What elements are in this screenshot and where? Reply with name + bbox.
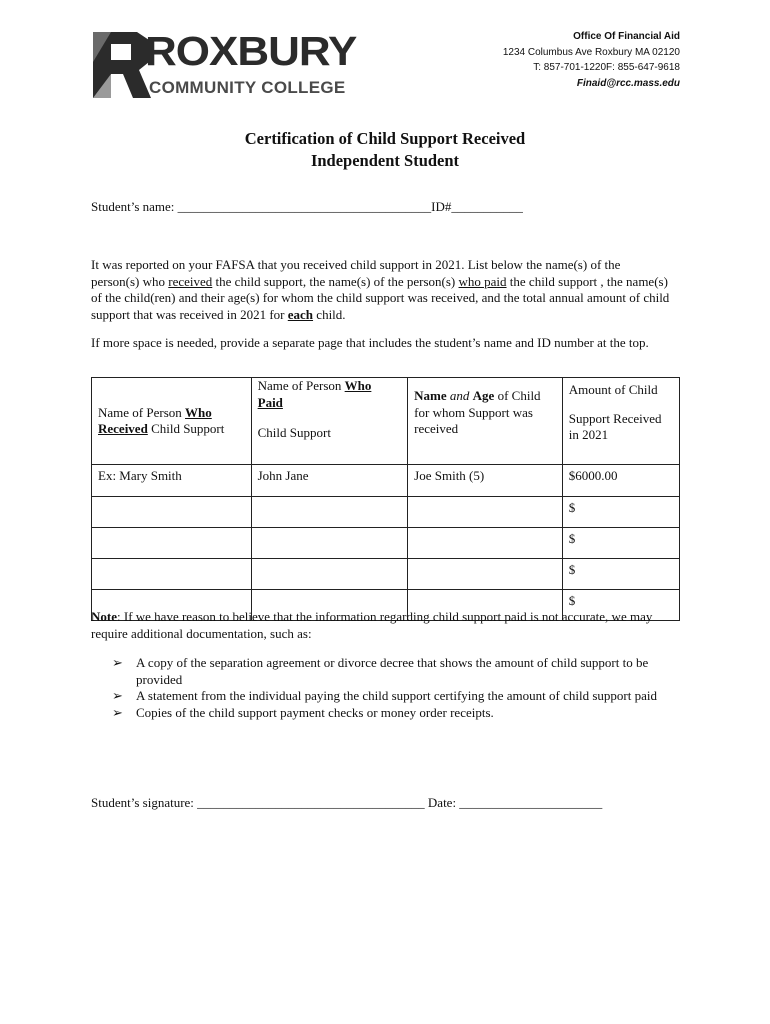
list-item-text: Copies of the child support payment checks or money order receipts. <box>136 704 494 720</box>
table-cell: John Jane <box>251 465 408 497</box>
list-item <box>108 705 673 722</box>
student-name-id-field[interactable]: Student’s name: _______________________________________ID#___________ <box>91 199 523 214</box>
college-logo <box>93 29 357 100</box>
intro-each: each <box>287 306 314 322</box>
arrow-bullet-icon: ➢ <box>112 688 123 703</box>
office-title: Office Of Financial Aid <box>573 31 680 42</box>
table-cell-input[interactable]: $ <box>562 590 679 621</box>
intro-who-paid: who paid <box>458 273 507 289</box>
intro-text-3: the child support , the name(s) of the child(ren) and their age(s) for whom the child support was received, and the total annual amount of child support that was received in 2021 for <box>91 273 670 322</box>
table-row[interactable] <box>92 528 680 559</box>
child-support-table <box>91 377 680 621</box>
document-title <box>0 128 770 172</box>
header-text: Amount of Child <box>568 382 658 397</box>
header-cell-received-by <box>92 378 252 465</box>
table-cell-input[interactable]: $ <box>562 528 679 559</box>
table-cell-input[interactable] <box>92 528 252 559</box>
arrow-bullet-icon: ➢ <box>112 704 123 720</box>
table-row[interactable] <box>92 559 680 590</box>
table-cell-input[interactable] <box>251 528 408 559</box>
table-cell: Joe Smith (5) <box>408 465 563 497</box>
list-item <box>108 688 673 705</box>
list-item <box>108 655 673 688</box>
note-label: Note <box>91 609 117 624</box>
table-cell-input[interactable] <box>408 497 563 528</box>
arrow-bullet-icon: ➢ <box>112 655 123 670</box>
table-row-example <box>92 465 680 497</box>
intro-text-1: It was reported on your FAFSA that you received child support in 2021. List below the name(s) of the person(s) who <box>91 257 621 289</box>
table-header-row <box>92 378 680 465</box>
header-who: Who <box>185 404 212 420</box>
table-cell-input[interactable] <box>92 559 252 590</box>
office-address: 1234 Columbus Ave Roxbury MA 02120 <box>502 46 680 58</box>
intro-text-2: the child support, the name(s) of the person(s) <box>212 273 459 289</box>
intro-received: received <box>168 273 213 289</box>
table-cell-input[interactable] <box>251 497 408 528</box>
signature-date-field[interactable]: Student’s signature: ___________________________________ Date: ______________________ <box>91 795 603 810</box>
office-contact-block <box>503 29 680 91</box>
note-paragraph <box>91 609 671 642</box>
header-name: Name <box>414 388 447 403</box>
logo-r-mark-icon <box>93 32 151 98</box>
table-cell: Ex: Mary Smith <box>92 465 252 497</box>
table-row[interactable] <box>92 497 680 528</box>
header-text: Name of Person <box>98 404 186 420</box>
title-line-1: Certification of Child Support Received <box>244 129 526 148</box>
header-paid: Paid <box>257 394 283 410</box>
header-who: Who <box>344 378 372 393</box>
table-cell-input[interactable] <box>92 497 252 528</box>
list-item-text: A copy of the separation agreement or divorce decree that shows the amount of child support to be provided <box>136 655 649 687</box>
intro-text-4: child. <box>313 306 346 322</box>
office-phone-fax: T: 857-701-1220F: 855-647-9618 <box>533 62 680 73</box>
table-cell-input[interactable] <box>408 559 563 590</box>
header-and: and <box>446 388 473 403</box>
logo-subtitle: COMMUNITY COLLEGE <box>149 78 346 97</box>
list-item-text: A statement from the individual paying the child support certifying the amount of child support paid <box>136 688 657 703</box>
table-cell: $6000.00 <box>562 465 679 497</box>
header-text: Child Support <box>147 421 225 436</box>
intro-paragraph <box>91 257 671 323</box>
header-cell-child <box>408 378 563 465</box>
extra-space-paragraph: If more space is needed, provide a separate page that includes the student’s name and ID number at the top. <box>91 335 649 350</box>
table-cell-input[interactable] <box>408 528 563 559</box>
header-text: Support Received in 2021 <box>568 410 662 442</box>
table-cell-input[interactable] <box>251 559 408 590</box>
header-text: Child Support <box>257 425 331 440</box>
office-email: Finaid@rcc.mass.edu <box>576 77 680 89</box>
header-text: of Child for whom Support was received <box>414 388 541 436</box>
header-received: Received <box>98 421 148 436</box>
header-age: Age <box>472 388 495 403</box>
header-cell-amount <box>562 378 679 465</box>
note-text: : If we have reason to believe that the information regarding child support paid is not accurate, we may require additional documentation, such as: <box>91 609 653 641</box>
requirements-list <box>108 655 673 721</box>
header-cell-paid-by <box>251 378 408 465</box>
title-line-2: Independent Student <box>310 151 460 170</box>
table-cell-input[interactable]: $ <box>562 559 679 590</box>
header-text: Name of Person <box>257 378 345 393</box>
logo-name: ROXBURY <box>145 29 357 75</box>
table-cell-input[interactable]: $ <box>562 497 679 528</box>
